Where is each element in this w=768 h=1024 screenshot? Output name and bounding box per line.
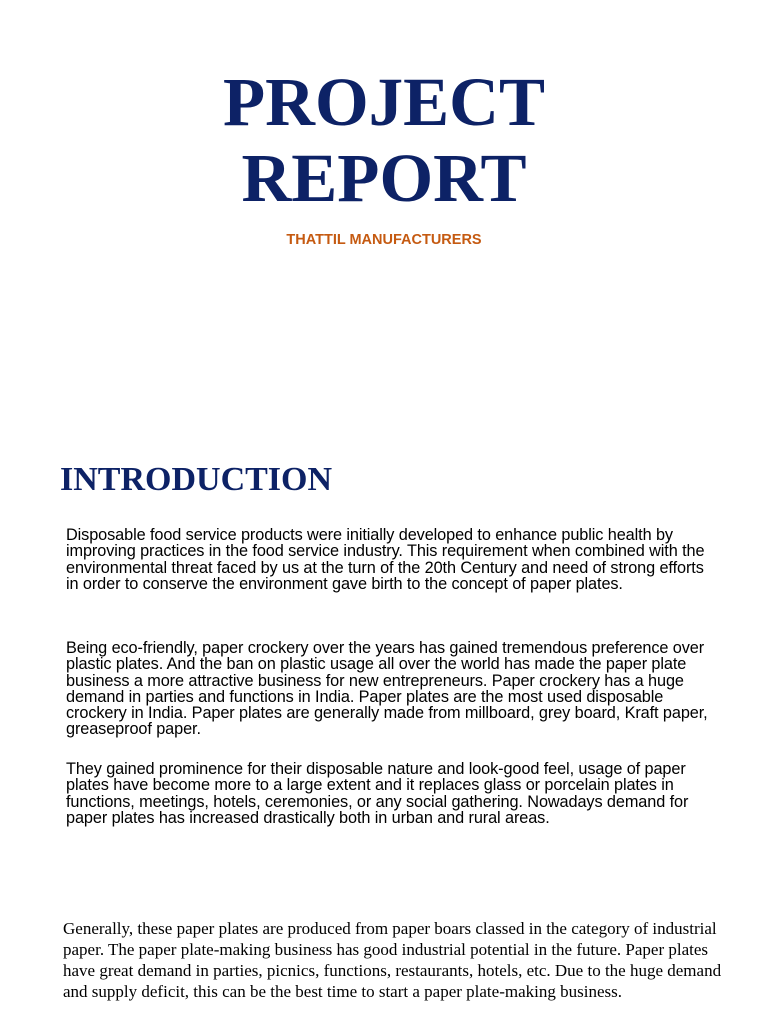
subtitle: THATTIL MANUFACTURERS [286,232,482,248]
title-line-2: REPORT [241,140,527,216]
paragraph-2: Being eco-friendly, paper crockery over the years has gained tremendous preference over plastic plates. And the ban on plastic usage all over the world has made the paper plate business a more attractive business for new entrepreneurs. Paper crockery has a huge demand in parties and functions in India. Paper plates are the most used disposable crockery in India. Paper plates are generally made from millboard, grey board, Kraft paper, greaseproof paper. [66,639,708,739]
paragraph-3: They gained prominence for their disposable nature and look-good feel, usage of paper plates have become more to a large extent and it replaces glass or porcelain plates in functions, meetings, hotels, ceremonies, or any social gathering. Nowadays demand for paper plates has increased drastically both in urban and rural areas. [66,760,689,827]
paragraph-1: Disposable food service products were initially developed to enhance public health by improving practices in the food service industry. This requirement when combined with the environmental threat faced by us at the turn of the 20th Century and need of strong efforts in order to conserve the environment gave birth to the concept of paper plates. [66,526,705,593]
section-heading: INTRODUCTION [60,461,333,498]
title-line-1: PROJECT [222,64,546,140]
paragraph-4: Generally, these paper plates are produced from paper boars classed in the category of industrial paper. The paper plate-making business has good industrial potential in the future. Paper plates have great demand in parties, picnics, functions, restaurants, hotels, etc. Due to the huge demand and supply deficit, this can be the best time to start a paper plate-making business. [63,919,722,1001]
